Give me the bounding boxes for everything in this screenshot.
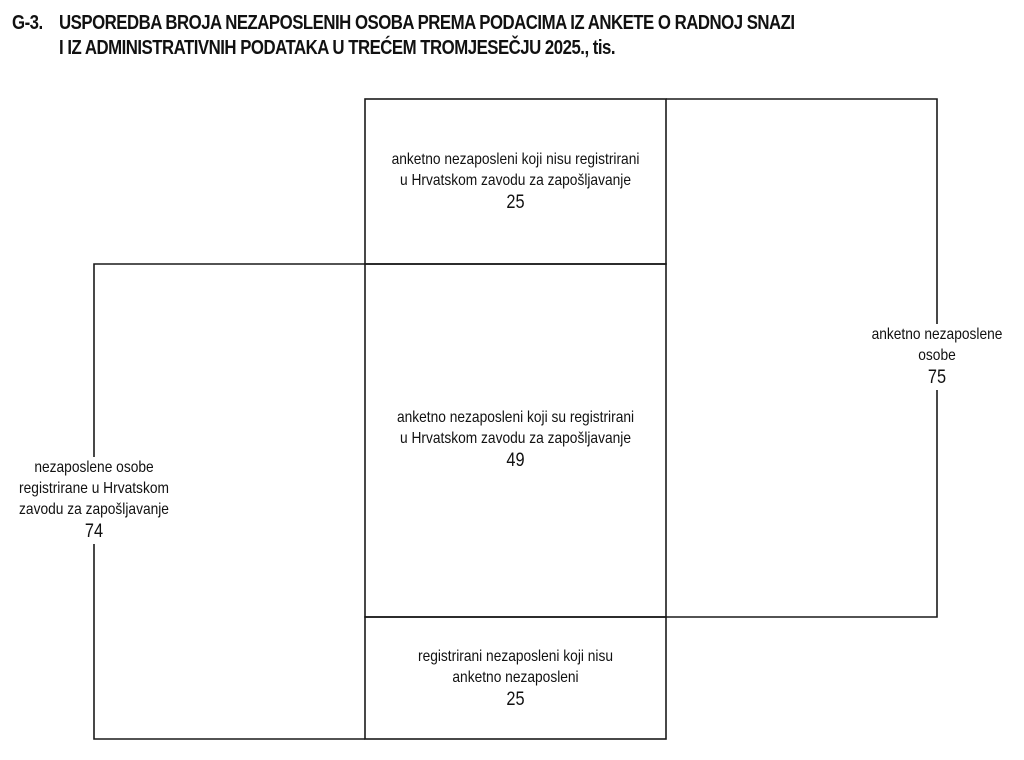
label-line: anketno nezaposlene (871, 326, 1003, 343)
value-survey-not-registered: 25 (506, 192, 525, 213)
label-line: registrirani nezaposleni koji nisu (417, 648, 614, 665)
label-line: osobe (918, 347, 956, 364)
figure-number: G-3. (12, 12, 43, 34)
label-survey-not-registered (386, 149, 645, 215)
label-registered-not-survey (386, 646, 645, 712)
label-line: anketno nezaposleni koji nisu registrirani (391, 151, 640, 168)
label-line: u Hrvatskom zavodu za zapošljavanje (400, 172, 631, 189)
label-registered-total (17, 457, 172, 544)
label-survey-registered (386, 407, 645, 473)
label-line: zavodu za zapošljavanje (19, 501, 169, 518)
label-line: registrirane u Hrvatskom (19, 480, 169, 497)
title-text-1: USPOREDBA BROJA NEZAPOSLENIH OSOBA PREMA PODACIMA IZ ANKETE O RADNOJ SNAZI (59, 12, 795, 34)
label-line: u Hrvatskom zavodu za zapošljavanje (400, 430, 631, 447)
label-line: nezaposlene osobe (34, 459, 154, 476)
label-line: anketno nezaposleni (452, 669, 579, 686)
value-registered-total: 74 (84, 521, 104, 542)
label-line: anketno nezaposleni koji su registrirani (396, 409, 635, 426)
title-line-2: I IZ ADMINISTRATIVNIH PODATAKA U TREĆEM TROMJESEČJU 2025., tis. (59, 37, 616, 59)
label-survey-total (864, 324, 1010, 390)
value-survey-total: 75 (927, 367, 947, 388)
value-registered-not-survey: 25 (506, 689, 525, 710)
value-survey-registered: 49 (506, 450, 525, 471)
